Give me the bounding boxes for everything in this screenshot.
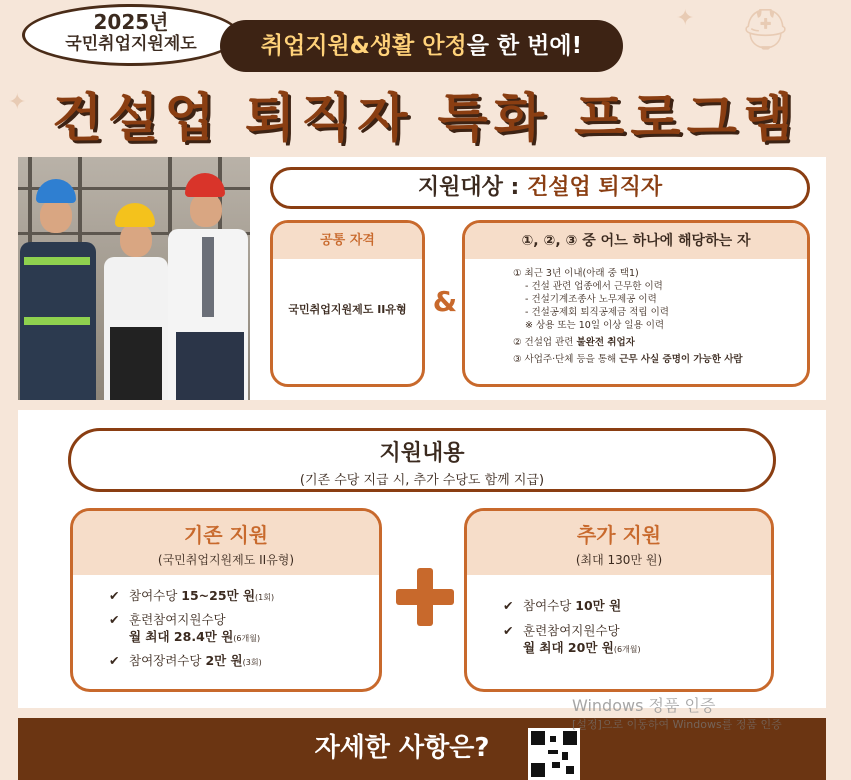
list-item: ✔ 참여수당 15~25만 원(1회) (109, 588, 275, 603)
condition-1-note: ※ 상용 또는 10일 이상 일용 이력 (525, 320, 665, 331)
check-icon: ✔ (503, 623, 514, 638)
conditions-title: ①, ②, ③ 중 어느 하나에 해당하는 자 (465, 223, 807, 259)
common-qualification-title: 공통 자격 (273, 223, 422, 259)
conditions-body (465, 259, 807, 366)
list-item: ✔ 참여수당 10만 원 (503, 598, 622, 613)
activation-watermark-title: Windows 정품 인증 (572, 696, 716, 715)
plus-icon (396, 568, 454, 626)
extra-support-subtitle: (최대 130만 원) (575, 553, 663, 567)
target-label: 지원대상 : (417, 175, 527, 200)
basic-support-card (70, 508, 382, 692)
page-title: 건설업 퇴직자 특화 프로그램 (51, 89, 800, 149)
basic-support-subtitle: (국민취업지원제도 II유형) (157, 553, 295, 567)
condition-1: ① 최근 3년 이내(아래 중 택1) (513, 268, 639, 279)
condition-1-sub: - 건설공제회 퇴직공제금 적립 이력 (525, 307, 669, 318)
basic-support-title: 기존 지원 (183, 523, 269, 547)
condition-2: ② 건설업 관련 불완전 취업자 (513, 337, 635, 348)
footer-text: 자세한 사항은? (314, 733, 490, 763)
common-qualification-body: 국민취업지원제도 II유형 (288, 303, 407, 316)
slogan-rest: 을 한 번에! (466, 33, 583, 59)
slogan-highlight: 취업지원&생활 안정 (260, 33, 467, 59)
condition-3: ③ 사업주·단체 등을 통해 근무 사실 증명이 가능한 사람 (513, 354, 743, 365)
support-title: 지원내용 (379, 441, 465, 466)
condition-1-sub: - 건설기계조종사 노무제공 이력 (525, 294, 657, 305)
support-title-pill (68, 428, 776, 492)
check-icon: ✔ (109, 612, 120, 627)
check-icon: ✔ (503, 598, 514, 613)
extra-support-title: 추가 지원 (576, 523, 662, 547)
sparkle-icon: ✦ (8, 90, 27, 115)
slogan-banner (220, 20, 623, 72)
support-section (18, 410, 826, 708)
program-name: 국민취업지원제도 (65, 34, 197, 54)
check-icon: ✔ (109, 588, 120, 603)
target-value: 건설업 퇴직자 (526, 175, 663, 200)
year-badge (22, 4, 240, 66)
list-item: ✔ 참여장려수당 2만 원(3회) (109, 653, 262, 668)
ampersand: & (432, 285, 458, 318)
target-section (18, 157, 826, 400)
conditions-box (462, 220, 810, 387)
target-title-pill (270, 167, 810, 209)
common-qualification-box (270, 220, 425, 387)
activation-watermark-text: [설정]으로 이동하여 Windows를 정품 인증 (572, 718, 782, 731)
workers-photo (18, 157, 250, 400)
check-icon: ✔ (109, 653, 120, 668)
sparkle-icon: ✦ (676, 6, 695, 31)
helmet-outline-icon: ⛑ (740, 7, 791, 53)
qr-code-icon[interactable] (528, 728, 580, 780)
condition-1-sub: - 건설 관련 업종에서 근무한 이력 (525, 281, 663, 292)
list-item: ✔ 훈련참여지원수당 월 최대 20만 원(6개월) (503, 623, 641, 655)
support-subtitle: (기존 수당 지급 시, 추가 수당도 함께 지급) (299, 473, 545, 488)
year-text: 2025년 (93, 10, 169, 34)
list-item: ✔ 훈련참여지원수당 월 최대 28.4만 원(6개월) (109, 612, 261, 644)
extra-support-card (464, 508, 774, 692)
